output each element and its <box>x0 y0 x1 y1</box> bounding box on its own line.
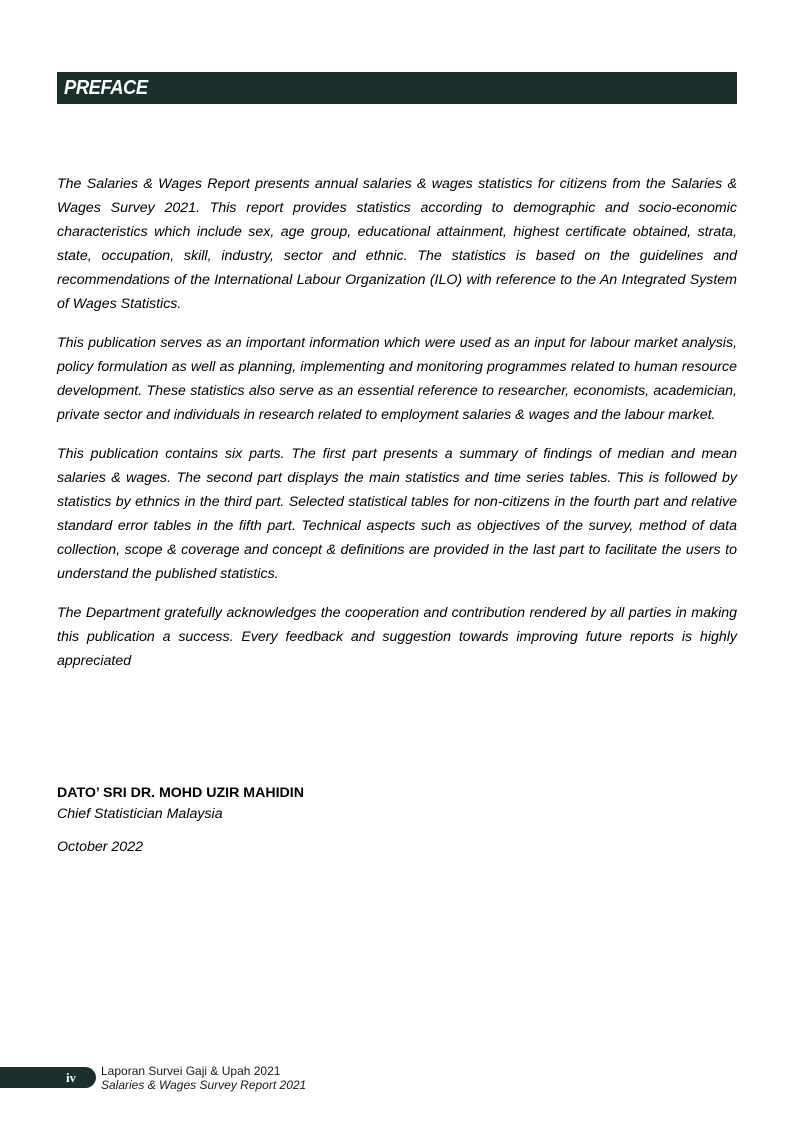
paragraph-1: The Salaries & Wages Report presents annual salaries & wages statistics for citizens from the Salaries & Wages Survey 2021. This report provides statistics according to demographic and socio-economic characteristics which include sex, age group, educational attainment, highest certificate obtained, strata, state, occupation, skill, industry, sector and ethnic. The statistics is based on the guidelines and recommendations of the International Labour Organization (ILO) with reference to the An Integrated System of Wages Statistics. <box>57 176 737 312</box>
page-title: PREFACE <box>64 77 148 99</box>
paragraph-3: This publication contains six parts. The first part presents a summary of findings of median and mean salaries & wages. The second part displays the main statistics and time series tables. This is followed by statistics by ethnics in the third part. Selected statistical tables for non-citizens in the fourth part and relative standard error tables in the fifth part. Technical aspects such as objectives of the survey, method of data collection, scope & coverage and concept & definitions are provided in the last part to facilitate the users to understand the published statistics. <box>57 446 737 582</box>
signatory-name: DATO’ SRI DR. MOHD UZIR MAHIDIN <box>57 785 304 801</box>
footer-title-english: Salaries & Wages Survey Report 2021 <box>101 1078 307 1092</box>
preface-body <box>57 172 737 688</box>
footer-title-malay: Laporan Survei Gaji & Upah 2021 <box>101 1064 281 1078</box>
paragraph-2: This publication serves as an important information which were used as an input for labour market analysis, policy formulation as well as planning, implementing and monitoring programmes related to human resource development. These statistics also serve as an essential reference to researcher, economists, academician, private sector and individuals in research related to employment salaries & wages and the labour market. <box>57 335 737 423</box>
signature-block <box>57 783 557 858</box>
running-footer <box>101 1064 306 1092</box>
signatory-title: Chief Statistician Malaysia <box>57 806 223 822</box>
signature-date: October 2022 <box>57 839 143 855</box>
page-number: iv <box>65 1070 77 1085</box>
paragraph-4: The Department gratefully acknowledges the cooperation and contribution rendered by all parties in making this publication a success. Every feedback and suggestion towards improving future reports is highly appreciated <box>57 605 737 669</box>
section-header-bar <box>57 72 737 104</box>
